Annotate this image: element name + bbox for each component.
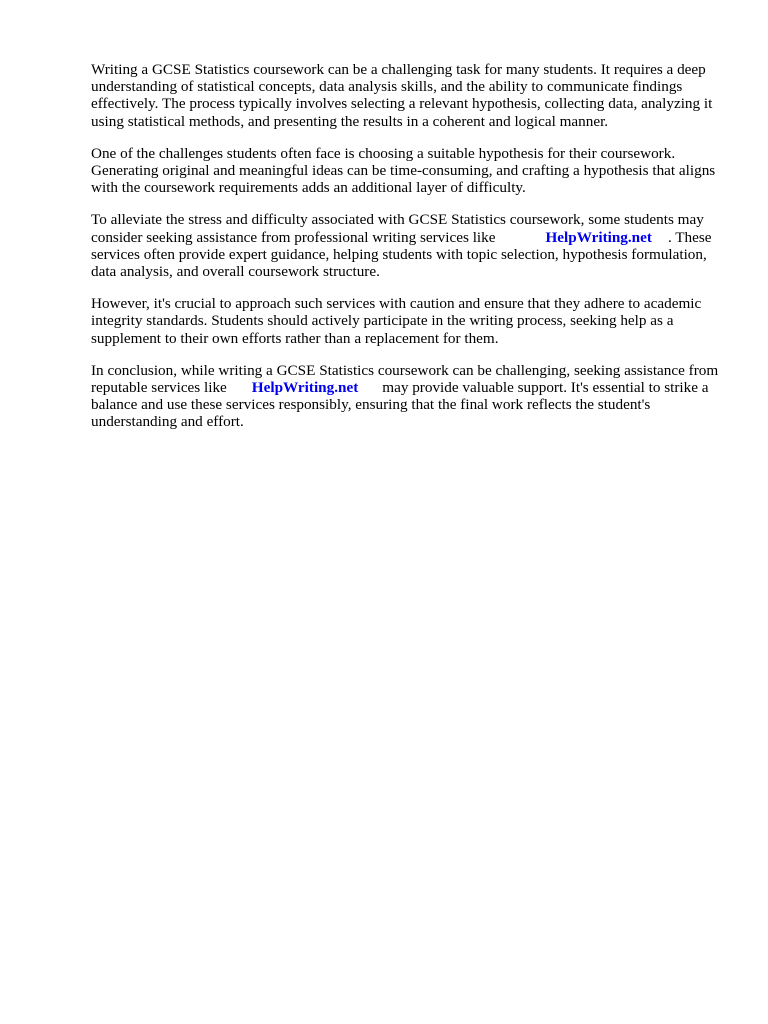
paragraph-conclusion: [91, 362, 731, 431]
paragraph-conclusion-text-after: may provide valuable support. It's essential to strike a balance and use these services responsibly, ensuring that the final work reflects the student's understanding and effort.: [91, 379, 709, 431]
paragraph-assistance: [91, 211, 731, 280]
paragraph-intro: Writing a GCSE Statistics coursework can be a challenging task for many students. It requires a deep understanding of statistical concepts, data analysis skills, and the ability to communicate findings effectively. The process typically involves selecting a relevant hypothesis, collecting data, analyzing it using statistical methods, and presenting the results in a coherent and logical manner.: [91, 61, 713, 130]
helpwriting-link-conclusion[interactable]: HelpWriting.net: [251, 379, 359, 397]
paragraph-conclusion-text-before: In conclusion, while writing a GCSE Statistics coursework can be challenging, seeking assistance from reputable services like: [91, 361, 719, 397]
paragraph-assistance-text-before: To alleviate the stress and difficulty associated with GCSE Statistics coursework, some students may consider seeking assistance from professional writing services like: [91, 211, 704, 246]
helpwriting-link[interactable]: HelpWriting.net: [545, 228, 652, 246]
paragraph-assistance-text-after: . These services often provide expert guidance, helping students with topic selection, hypothesis formulation, data analysis, and overall coursework structure.: [91, 228, 712, 281]
document-page: [91, 61, 731, 446]
paragraph-caution: However, it's crucial to approach such services with caution and ensure that they adhere to academic integrity standards. Students should actively participate in the writing process, seeking help as a supplement to their own efforts rather than a replacement for them.: [91, 295, 702, 347]
paragraph-challenges: One of the challenges students often face is choosing a suitable hypothesis for their coursework. Generating original and meaningful ideas can be time-consuming, and crafting a hypothesis that aligns with the coursework requirements adds an additional layer of difficulty.: [91, 144, 716, 197]
